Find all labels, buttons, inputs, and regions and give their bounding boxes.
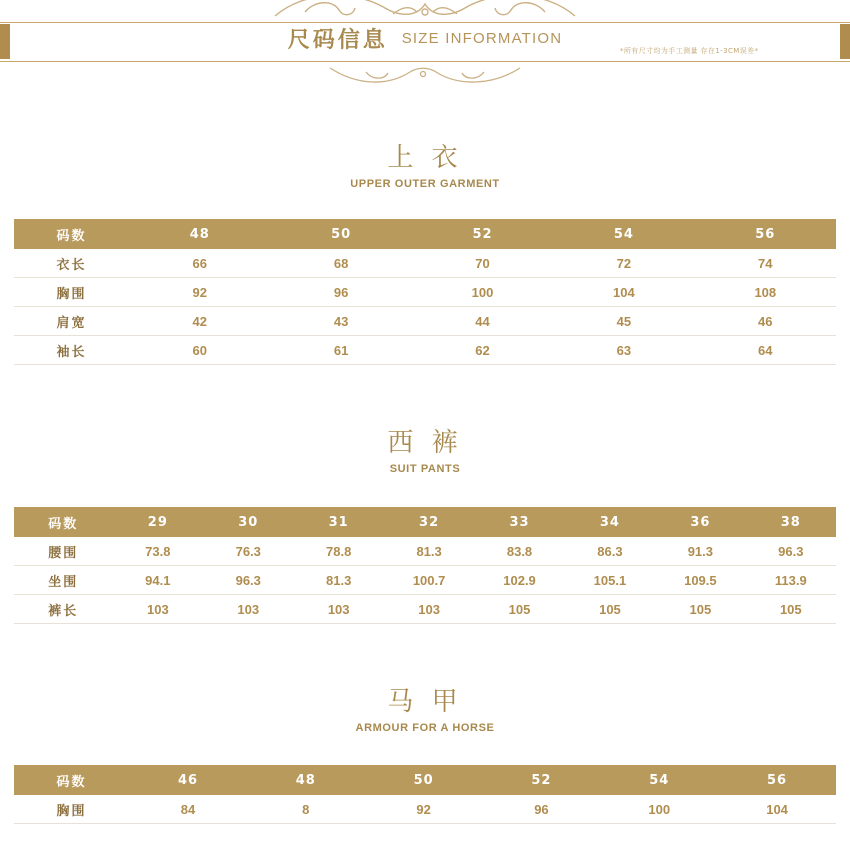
- page-title-en: SIZE INFORMATION: [401, 30, 563, 47]
- col-header-48: 48: [247, 765, 365, 795]
- cell: 83.8: [474, 537, 564, 566]
- section-suit-pants: [0, 427, 850, 624]
- cell: 100: [600, 795, 718, 824]
- cell: 78.8: [293, 537, 383, 566]
- cell: 96.3: [746, 537, 836, 566]
- header-rule-bottom: [0, 61, 850, 62]
- col-header-52: 52: [412, 219, 553, 249]
- table-body: [14, 795, 836, 824]
- cell: 109.5: [655, 566, 745, 595]
- col-header-30: 30: [203, 507, 293, 537]
- table-wrap-pants: [0, 507, 850, 624]
- table-head: [14, 765, 836, 795]
- col-header-54: 54: [600, 765, 718, 795]
- page-header: [0, 0, 850, 90]
- section-vest: [0, 686, 850, 824]
- cell: 91.3: [655, 537, 745, 566]
- cell: 64: [695, 336, 836, 365]
- cell: 94.1: [113, 566, 203, 595]
- cell: 62: [412, 336, 553, 365]
- cell: 72: [553, 249, 694, 278]
- row-label-hip: 坐围: [14, 566, 113, 595]
- col-header-46: 46: [129, 765, 247, 795]
- col-header-29: 29: [113, 507, 203, 537]
- table-row: [14, 566, 836, 595]
- table-head: [14, 219, 836, 249]
- cell: 60: [129, 336, 270, 365]
- table-row: [14, 249, 836, 278]
- page-title-cn: 尺码信息: [287, 28, 388, 53]
- row-label-waist: 腰围: [14, 537, 113, 566]
- table-row: [14, 336, 836, 365]
- cell: 92: [129, 278, 270, 307]
- table-header-row: [14, 219, 836, 249]
- table-body: [14, 537, 836, 624]
- cell: 103: [203, 595, 293, 624]
- cell: 68: [270, 249, 411, 278]
- cell: 108: [695, 278, 836, 307]
- ornament-bottom-icon: [0, 62, 850, 93]
- col-header-48: 48: [129, 219, 270, 249]
- cell: 105: [746, 595, 836, 624]
- section-upper-garment: [0, 142, 850, 365]
- col-header-size: 码数: [14, 219, 129, 249]
- cell: 105: [565, 595, 655, 624]
- cell: 45: [553, 307, 694, 336]
- cell: 43: [270, 307, 411, 336]
- table-head: [14, 507, 836, 537]
- cell: 104: [553, 278, 694, 307]
- col-header-32: 32: [384, 507, 474, 537]
- cell: 96: [270, 278, 411, 307]
- table-body: [14, 249, 836, 365]
- cell: 102.9: [474, 566, 564, 595]
- table-header-row: [14, 765, 836, 795]
- table-row: [14, 537, 836, 566]
- cell: 105: [655, 595, 745, 624]
- cell: 100: [412, 278, 553, 307]
- cell: 105: [474, 595, 564, 624]
- cell: 84: [129, 795, 247, 824]
- section-title-upper: [0, 142, 850, 192]
- table-header-row: [14, 507, 836, 537]
- cell: 44: [412, 307, 553, 336]
- cell: 42: [129, 307, 270, 336]
- row-label-shoulder: 肩宽: [14, 307, 129, 336]
- cell: 66: [129, 249, 270, 278]
- row-label-pants-length: 裤长: [14, 595, 113, 624]
- cell: 86.3: [565, 537, 655, 566]
- table-wrap-upper: [0, 219, 850, 365]
- cell: 100.7: [384, 566, 474, 595]
- cell: 105.1: [565, 566, 655, 595]
- col-header-31: 31: [293, 507, 383, 537]
- cell: 96: [483, 795, 601, 824]
- section-title-upper-en: UPPER OUTER GARMENT: [350, 178, 500, 190]
- size-table-upper: [14, 219, 836, 365]
- section-title-vest-cn: 马 甲: [387, 687, 463, 717]
- section-title-vest: [0, 686, 850, 736]
- col-header-38: 38: [746, 507, 836, 537]
- cell: 103: [113, 595, 203, 624]
- section-title-pants-cn: 西 裤: [387, 428, 463, 458]
- size-table-vest: [14, 765, 836, 824]
- col-header-34: 34: [565, 507, 655, 537]
- col-header-56: 56: [718, 765, 836, 795]
- cell: 103: [384, 595, 474, 624]
- col-header-52: 52: [483, 765, 601, 795]
- col-header-54: 54: [553, 219, 694, 249]
- col-header-50: 50: [270, 219, 411, 249]
- cell: 76.3: [203, 537, 293, 566]
- table-wrap-vest: [0, 765, 850, 824]
- cell: 61: [270, 336, 411, 365]
- cell: 104: [718, 795, 836, 824]
- section-title-vest-en: ARMOUR FOR A HORSE: [355, 722, 495, 734]
- cell: 73.8: [113, 537, 203, 566]
- cell: 8: [247, 795, 365, 824]
- measurement-note: *所有尺寸均为手工测量 存在1-3CM误差*: [620, 47, 759, 55]
- col-header-size: 码数: [14, 765, 129, 795]
- table-row: [14, 595, 836, 624]
- cell: 92: [365, 795, 483, 824]
- row-label-sleeve: 袖长: [14, 336, 129, 365]
- cell: 81.3: [293, 566, 383, 595]
- table-row: [14, 278, 836, 307]
- cell: 81.3: [384, 537, 474, 566]
- cell: 63: [553, 336, 694, 365]
- cell: 103: [293, 595, 383, 624]
- table-row: [14, 307, 836, 336]
- section-title-upper-cn: 上 衣: [387, 143, 463, 173]
- section-title-pants-en: SUIT PANTS: [389, 463, 461, 475]
- col-header-size: 码数: [14, 507, 113, 537]
- col-header-56: 56: [695, 219, 836, 249]
- cell: 74: [695, 249, 836, 278]
- row-label-chest: 胸围: [14, 795, 129, 824]
- size-table-pants: [14, 507, 836, 624]
- cell: 113.9: [746, 566, 836, 595]
- section-title-pants: [0, 427, 850, 477]
- table-row: [14, 795, 836, 824]
- cell: 46: [695, 307, 836, 336]
- cell: 70: [412, 249, 553, 278]
- row-label-chest: 胸围: [14, 278, 129, 307]
- row-label-length: 衣长: [14, 249, 129, 278]
- cell: 96.3: [203, 566, 293, 595]
- col-header-50: 50: [365, 765, 483, 795]
- col-header-36: 36: [655, 507, 745, 537]
- col-header-33: 33: [474, 507, 564, 537]
